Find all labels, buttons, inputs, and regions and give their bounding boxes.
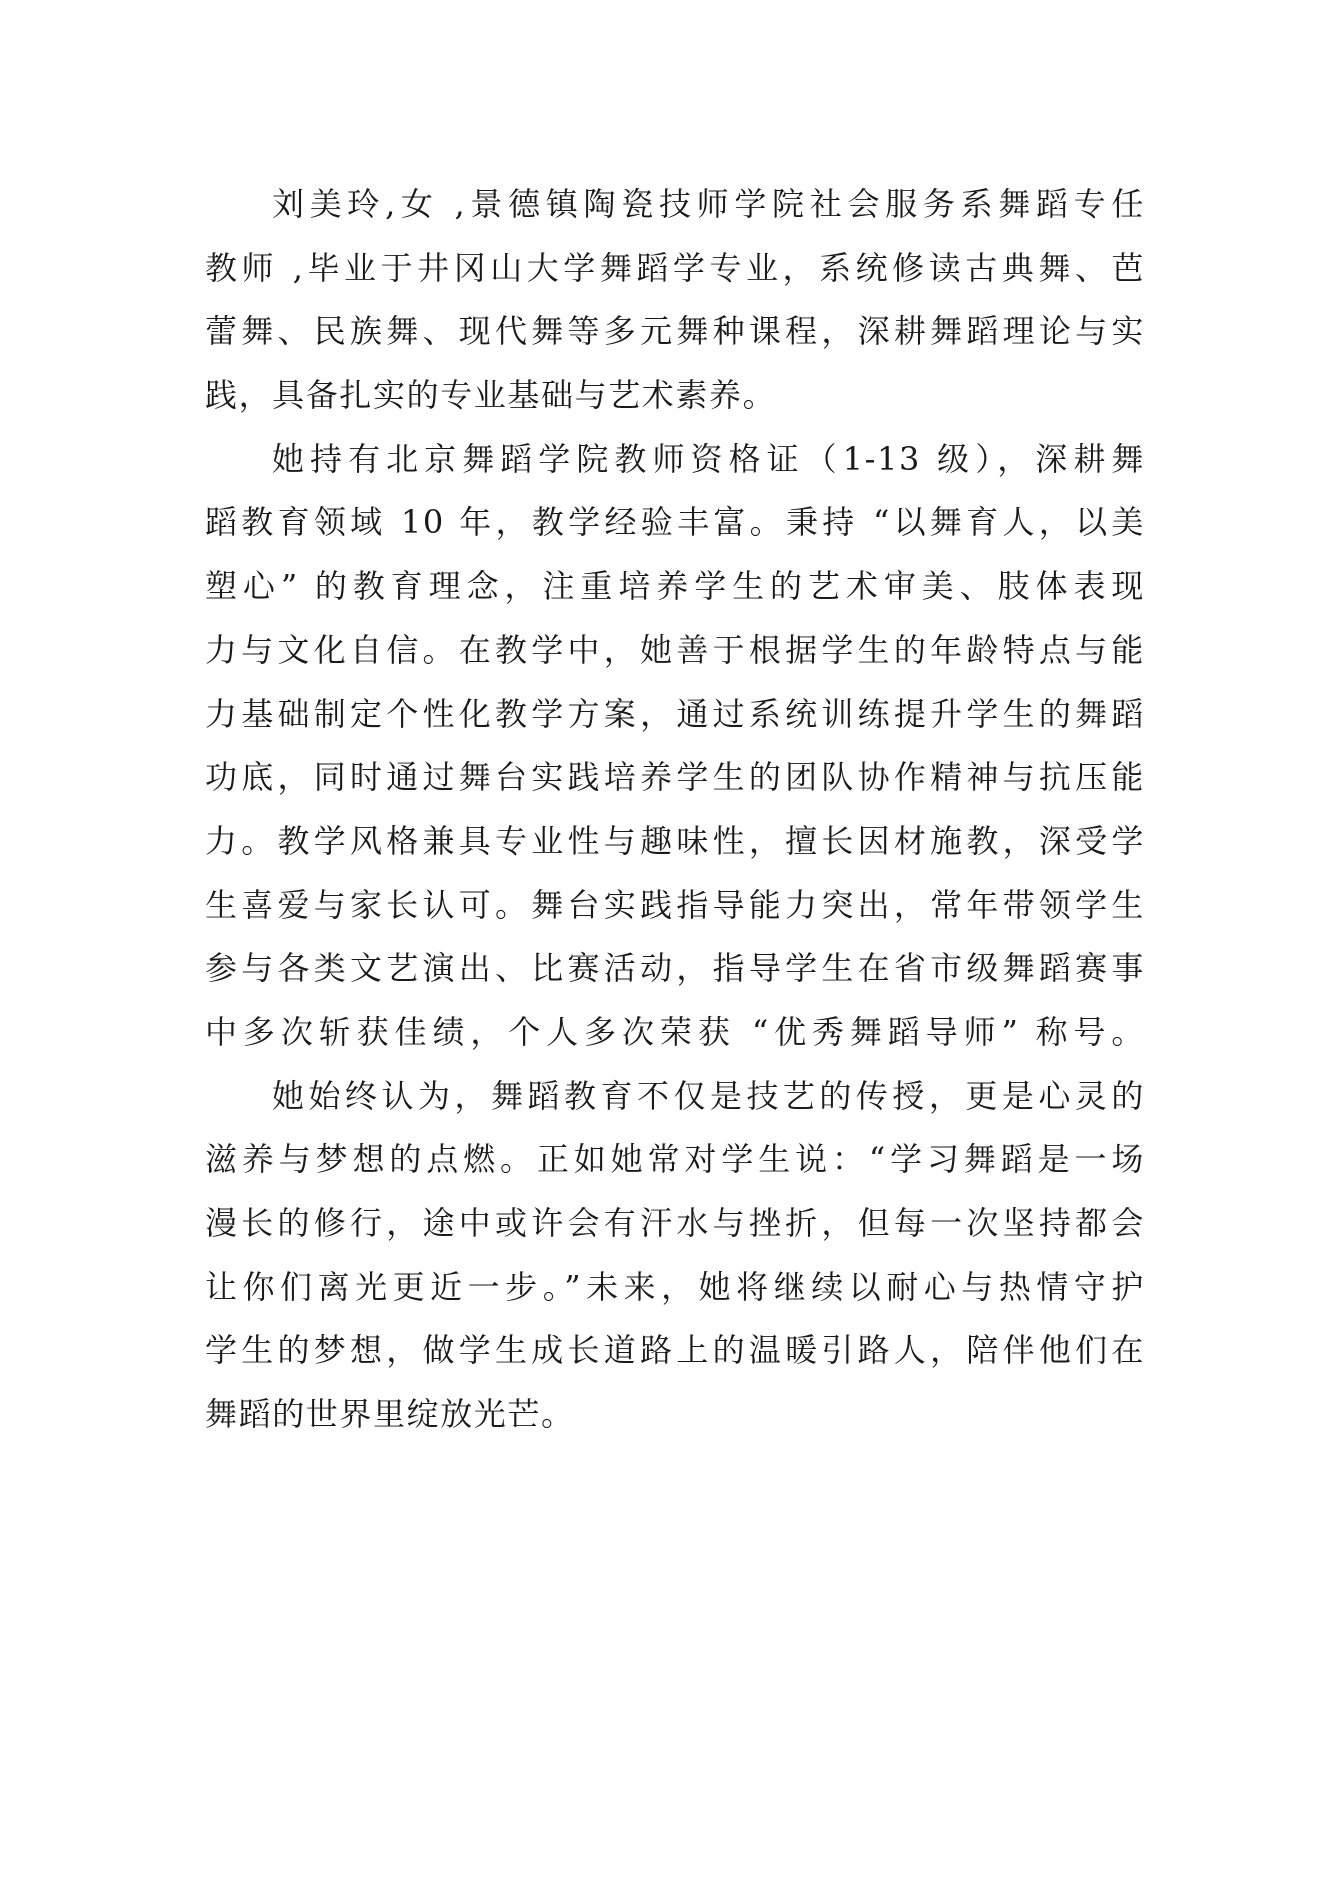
text-line: 刘美玲,女 ,景德镇陶瓷技师学院社会服务系舞蹈专任 [272, 185, 1145, 223]
text-line: 生喜爱与家长认可。舞台实践指导能力突出，常年带领学生 [205, 885, 1145, 924]
text-line: 力与文化自信。在教学中，她善于根据学生的年龄特点与能 [205, 630, 1145, 669]
text-line: 教师 ,毕业于井冈山大学舞蹈学专业，系统修读古典舞、芭 [205, 248, 1145, 287]
text-line: 蹈教育领域 10 年，教学经验丰富。秉持 “以舞育人，以美 [205, 503, 1145, 542]
text-line: 漫长的修行，途中或许会有汗水与挫折，但每一次坚持都会 [205, 1204, 1145, 1242]
text-line: 力。教学风格兼具专业性与趣味性，擅长因材施教，深受学 [205, 821, 1145, 860]
text-line: 她持有北京舞蹈学院教师资格证（1-13 级），深耕舞 [272, 439, 1145, 478]
text-line: 她始终认为，舞蹈教育不仅是技艺的传授，更是心灵的 [272, 1076, 1145, 1115]
text-line: 力基础制定个性化教学方案，通过系统训练提升学生的舞蹈 [205, 694, 1145, 733]
text-line: 让你们离光更近一步。”未来，她将继续以耐心与热情守护 [205, 1267, 1145, 1306]
paragraph-2 [205, 428, 1145, 1065]
text-line: 功底，同时通过舞台实践培养学生的团队协作精神与抗压能 [205, 758, 1145, 797]
text-line: 舞蹈的世界里绽放光芒。 [205, 1395, 575, 1434]
text-line: 参与各类文艺演出、比赛活动，指导学生在省市级舞蹈赛事 [205, 949, 1145, 988]
text-line: 蕾舞、民族舞、现代舞等多元舞种课程，深耕舞蹈理论与实 [205, 312, 1145, 351]
text-line: 学生的梦想，做学生成长道路上的温暖引路人，陪伴他们在 [205, 1331, 1145, 1370]
text-line: 践，具备扎实的专业基础与艺术素养。 [205, 376, 777, 415]
body-text [205, 173, 1145, 1447]
paragraph-1 [205, 173, 1145, 428]
text-line: 中多次斩获佳绩，个人多次荣获 “优秀舞蹈导师” 称号。 [205, 1012, 1145, 1051]
paragraph-3 [205, 1065, 1145, 1447]
text-line: 滋养与梦想的点燃。正如她常对学生说：“学习舞蹈是一场 [205, 1140, 1145, 1179]
text-line: 塑心” 的教育理念，注重培养学生的艺术审美、肢体表现 [205, 567, 1145, 606]
